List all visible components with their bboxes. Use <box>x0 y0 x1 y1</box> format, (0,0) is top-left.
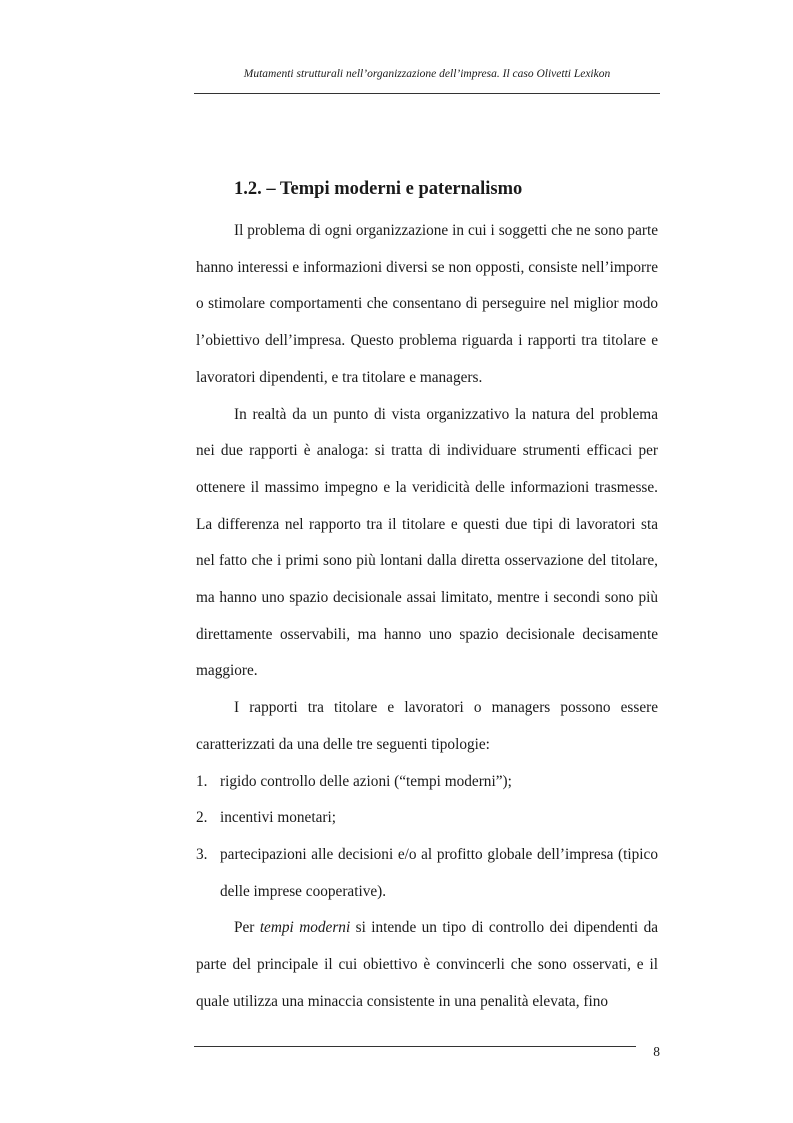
body-text <box>196 213 658 1020</box>
paragraph <box>196 910 658 1020</box>
list-text: incentivi monetari; <box>220 809 336 827</box>
list-item <box>196 800 658 837</box>
list-text: rigido controllo delle azioni (“tempi moderni”); <box>220 772 512 790</box>
list-number: 1. <box>196 772 208 790</box>
running-header: Mutamenti strutturali nell’organizzazione dell’impresa. Il caso Olivetti Lexikon <box>243 68 611 80</box>
list-item <box>196 764 658 801</box>
paragraph-rest: si intende un tipo di controllo dei dipendenti da parte del principale il cui obiettivo è convincerli che sono osservati, e il quale utilizza una minaccia consistente in una penalità elevata, fino <box>196 919 659 1010</box>
section-title: 1.2. – Tempi moderni e paternalismo <box>234 179 523 199</box>
paragraph: Il problema di ogni organizzazione in cui i soggetti che ne sono parte hanno interessi e informazioni diversi se non opposti, consiste nell’imporre o stimolare comportamenti che consentano di perseguire nel miglior modo l’obiettivo dell’impresa. Questo problema riguarda i rapporti tra titolare e lavoratori dipendenti, e tra titolare e managers. <box>196 222 658 386</box>
footer-rule <box>194 1046 636 1047</box>
header-rule <box>194 93 660 94</box>
paragraph: I rapporti tra titolare e lavoratori o managers possono essere caratterizzati da una delle tre seguenti tipologie: <box>196 699 658 753</box>
paragraph: In realtà da un punto di vista organizzativo la natura del problema nei due rapporti è analoga: si tratta di individuare strumenti efficaci per ottenere il massimo impegno e la veridicità delle informazioni trasmesse. La differenza nel rapporto tra il titolare e questi due tipi di lavoratori sta nel fatto che i primi sono più lontani dalla diretta osservazione del titolare, ma hanno uno spazio decisionale assai limitato, mentre i secondi sono più direttamente osservabili, ma hanno uno spazio decisionale decisamente maggiore. <box>196 405 658 680</box>
page-number: 8 <box>653 1044 660 1059</box>
list-number: 2. <box>196 809 208 827</box>
list-item <box>196 837 658 910</box>
italic-term: tempi moderni <box>259 919 351 937</box>
list-number: 3. <box>196 845 208 863</box>
list-text: partecipazioni alle decisioni e/o al profitto globale dell’impresa (tipico delle imprese cooperative). <box>220 845 658 900</box>
paragraph-lead: Per <box>234 919 260 937</box>
